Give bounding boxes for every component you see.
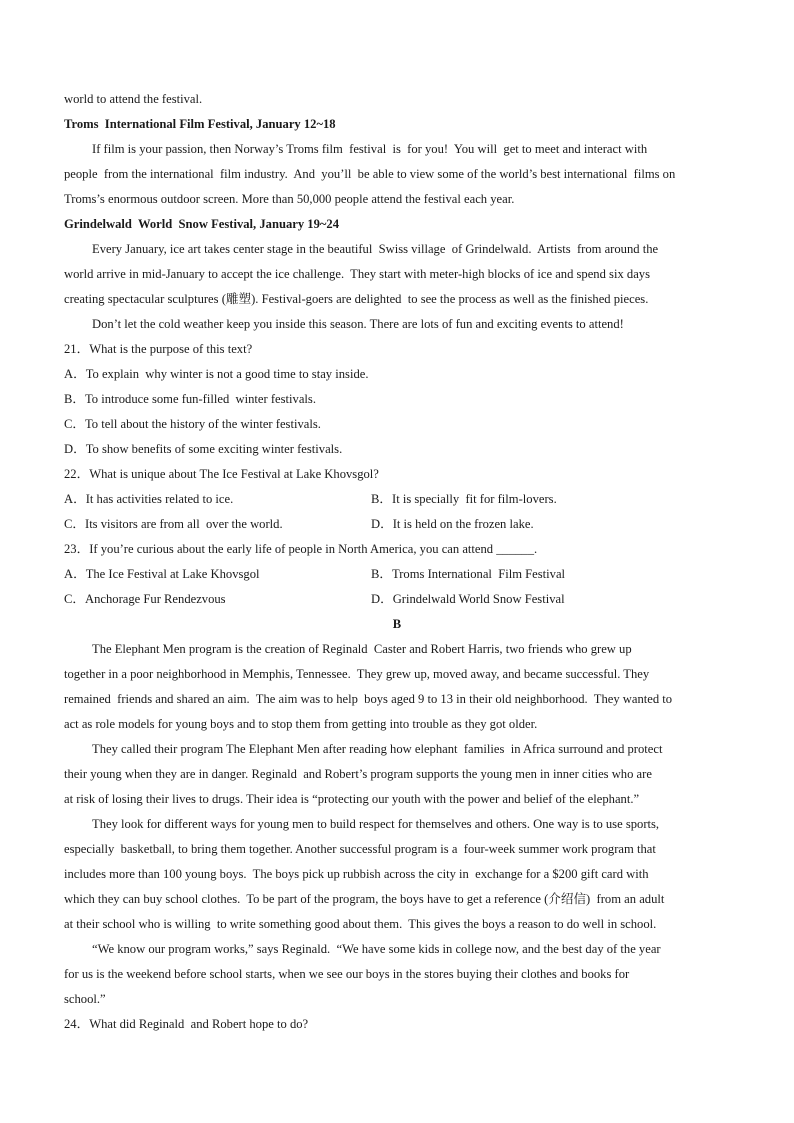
troms-heading: Troms International Film Festival, January 12~18 [64, 117, 336, 131]
question-22-option-a: A．It has activities related to ice. [64, 492, 234, 506]
paragraph-line: includes more than 100 young boys. The boys pick up rubbish across the city in exchange for a $200 gift card with [64, 867, 649, 881]
question-23-option-c: C．Anchorage Fur Rendezvous [64, 592, 226, 606]
troms-line: people from the international film industry. And you’ll be able to view some of the world’s best international films on [64, 167, 676, 181]
paragraph-line: school.” [64, 992, 106, 1006]
question-21-option-d: D．To show benefits of some exciting winter festivals. [64, 442, 343, 456]
paragraph-line: “We know our program works,” says Reginald. “We have some kids in college now, and the best day of the year [92, 942, 661, 956]
paragraph-line: especially basketball, to bring them together. Another successful program is a four-week summer work program that [64, 842, 656, 856]
question-21-option-c: C．To tell about the history of the winter festivals. [64, 417, 321, 431]
question-23-option-a: A．The Ice Festival at Lake Khovsgol [64, 567, 260, 581]
question-23-stem: 23．If you’re curious about the early life of people in North America, you can attend ______. [64, 542, 538, 556]
section-b-label: B [392, 617, 402, 631]
paragraph-line: at their school who is willing to write something good about them. This gives the boys a reason to do well in school. [64, 917, 657, 931]
grindelwald-line: world arrive in mid-January to accept the ice challenge. They start with meter-high blocks of ice and spend six days [64, 267, 650, 281]
paragraph-line: which they can buy school clothes. To be part of the program, the boys have to get a reference (介绍信) from an adult [64, 892, 665, 906]
question-22-option-b: B．It is specially fit for film-lovers. [371, 492, 557, 506]
paragraph-line: together in a poor neighborhood in Memphis, Tennessee. They grew up, moved away, and became successful. They [64, 667, 650, 681]
question-21-option-a: A．To explain why winter is not a good time to stay inside. [64, 367, 369, 381]
question-23-option-d: D．Grindelwald World Snow Festival [371, 592, 565, 606]
question-24-stem: 24．What did Reginald and Robert hope to do? [64, 1017, 309, 1031]
grindelwald-line: creating spectacular sculptures (雕塑). Festival-goers are delighted to see the process as well as the finished pieces. [64, 292, 649, 306]
paragraph-line: They called their program The Elephant Men after reading how elephant families in Africa surround and protect [92, 742, 663, 756]
question-23-option-b: B．Troms International Film Festival [371, 567, 566, 581]
grindelwald-heading: Grindelwald World Snow Festival, January 19~24 [64, 217, 340, 231]
passage-a-fragment: world to attend the festival. [64, 92, 203, 106]
question-21-option-b: B．To introduce some fun-filled winter festivals. [64, 392, 316, 406]
troms-line: Troms’s enormous outdoor screen. More than 50,000 people attend the festival each year. [64, 192, 515, 206]
paragraph-line: act as role models for young boys and to stop them from getting into trouble as they got older. [64, 717, 538, 731]
paragraph-line: The Elephant Men program is the creation of Reginald Caster and Robert Harris, two friends who grew up [92, 642, 632, 656]
troms-line: If film is your passion, then Norway’s Troms film festival is for you! You will get to meet and interact with [92, 142, 648, 156]
question-22-option-d: D．It is held on the frozen lake. [371, 517, 534, 531]
grindelwald-line: Every January, ice art takes center stage in the beautiful Swiss village of Grindelwald. Artists from around the [92, 242, 659, 256]
question-21-stem: 21．What is the purpose of this text? [64, 342, 253, 356]
paragraph-line: for us is the weekend before school starts, when we see our boys in the stores buying their clothes and books for [64, 967, 630, 981]
question-22-stem: 22．What is unique about The Ice Festival at Lake Khovsgol? [64, 467, 379, 481]
paragraph-line: remained friends and shared an aim. The aim was to help boys aged 9 to 13 in their old neighborhood. They wanted to [64, 692, 673, 706]
paragraph-line: their young when they are in danger. Reginald and Robert’s program supports the young men in inner cities who are [64, 767, 652, 781]
question-22-option-c: C．Its visitors are from all over the world. [64, 517, 283, 531]
paragraph-line: They look for different ways for young men to build respect for themselves and others. One way is to use sports, [92, 817, 660, 831]
paragraph-line: at risk of losing their lives to drugs. Their idea is “protecting our youth with the power and belief of the elephant.” [64, 792, 640, 806]
closing-line: Don’t let the cold weather keep you inside this season. There are lots of fun and exciting events to attend! [92, 317, 624, 331]
